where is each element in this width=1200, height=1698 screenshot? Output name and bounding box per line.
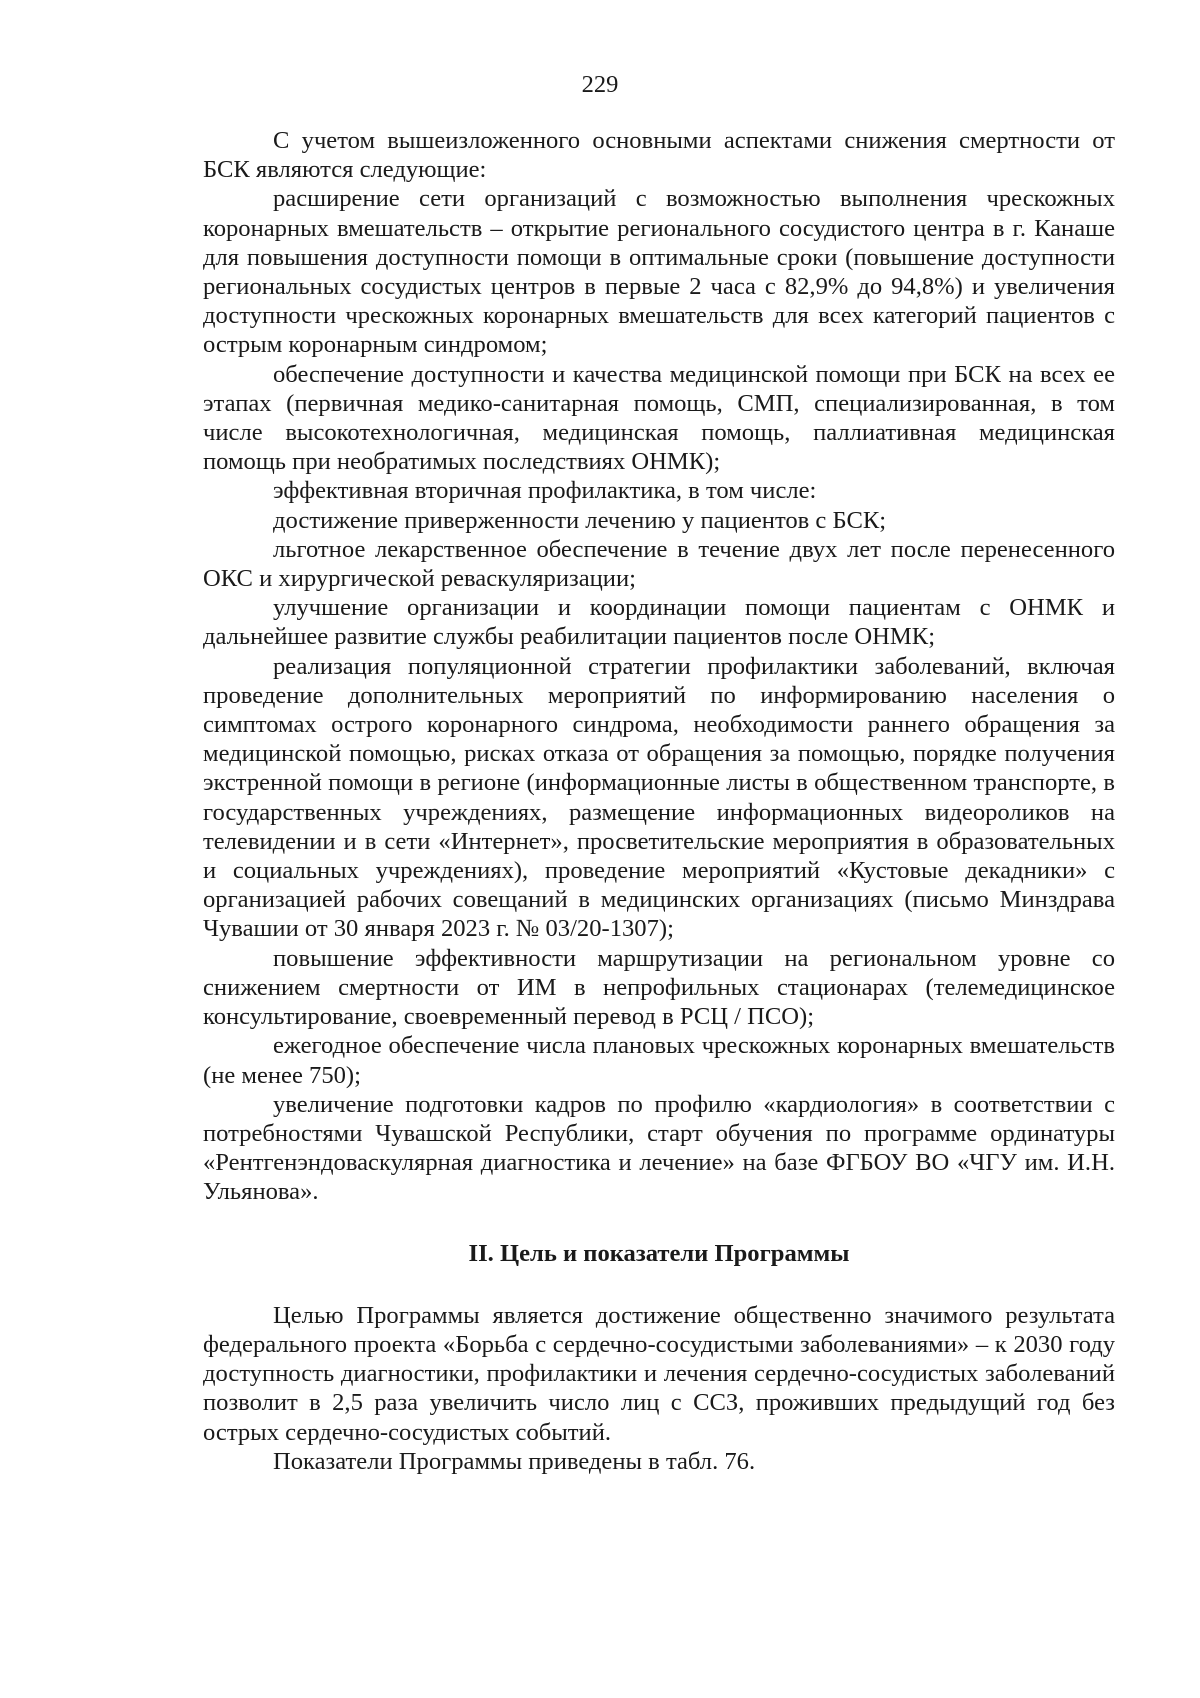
paragraph-item: льготное лекарственное обеспечение в течение двух лет после перенесенного ОКС и хирургической реваскуляризации; [203, 535, 1115, 593]
paragraph-item: достижение приверженности лечению у пациентов с БСК; [273, 506, 887, 534]
section-heading: II. Цель и показатели Программы [468, 1239, 850, 1267]
paragraph-item: ежегодное обеспечение числа плановых чрескожных коронарных вмешательств (не менее 750); [203, 1032, 1115, 1089]
paragraph-item: расширение сети организаций с возможностью выполнения чрескожных коронарных вмешательств – открытие регионального сосудистого центра в г. Канаше для повышения доступности помощи в оптимальные сроки (повышение доступности региональных сосудистых центров в первые 2 часа с 82,9% до 94,8%) и увеличения доступности чрескожных коронарных вмешательств для всех категорий пациентов с острым коронарным синдромом; [203, 185, 1115, 359]
section-paragraph: Целью Программы является достижение общественно значимого результата федерального проекта «Борьба с сердечно-сосудистыми заболеваниями» – к 2030 году доступность диагностики, профилактики и лечения сердечно-сосудистых заболеваний позволит в 2,5 раза увеличить число лиц с ССЗ, проживших предыдущий год без острых сердечно-сосудистых событий. [203, 1301, 1115, 1446]
paragraph-item: обеспечение доступности и качества медицинской помощи при БСК на всех ее этапах (первичная медико-санитарная помощь, СМП, специализированная, в том числе высокотехнологичная, медицинская помощь, паллиативная медицинская помощь при необратимых последствиях ОНМК); [203, 360, 1115, 476]
page-number: 229 [581, 71, 619, 98]
paragraph-intro: С учетом вышеизложенного основными аспектами снижения смертности от БСК являются следующие: [203, 127, 1115, 184]
paragraph-item: улучшение организации и координации помощи пациентам с ОНМК и дальнейшее развитие службы реабилитации пациентов после ОНМК; [203, 594, 1115, 651]
paragraph-item: увеличение подготовки кадров по профилю «кардиология» в соответствии с потребностями Чувашской Республики, старт обучения по программе ординатуры «Рентгенэндоваскулярная диагностика и лечение» на базе ФГБОУ ВО «ЧГУ им. И.Н. Ульянова». [203, 1090, 1115, 1206]
page-content [203, 126, 1115, 1476]
paragraph-item: повышение эффективности маршрутизации на региональном уровне со снижением смертности от ИМ в непрофильных стационарах (телемедицинское консультирование, своевременный перевод в РСЦ / ПСО); [203, 944, 1115, 1031]
section-paragraph: Показатели Программы приведены в табл. 76. [273, 1447, 756, 1475]
paragraph-item: эффективная вторичная профилактика, в том числе: [273, 477, 817, 505]
paragraph-item: реализация популяционной стратегии профилактики заболеваний, включая проведение дополнительных мероприятий по информированию населения о симптомах острого коронарного синдрома, необходимости раннего обращения за медицинской помощью, рисках отказа от обращения за помощью, порядке получения экстренной помощи в регионе (информационные листы в общественном транспорте, в государственных учреждениях, размещение информационных видеороликов на телевидении и в сети «Интернет», просветительские мероприятия в образовательных и социальных учреждениях), проведение мероприятий «Кустовые декадники» с организацией рабочих совещаний в медицинских организациях (письмо Минздрава Чувашии от 30 января 2023 г. № 03/20-1307); [203, 652, 1115, 943]
